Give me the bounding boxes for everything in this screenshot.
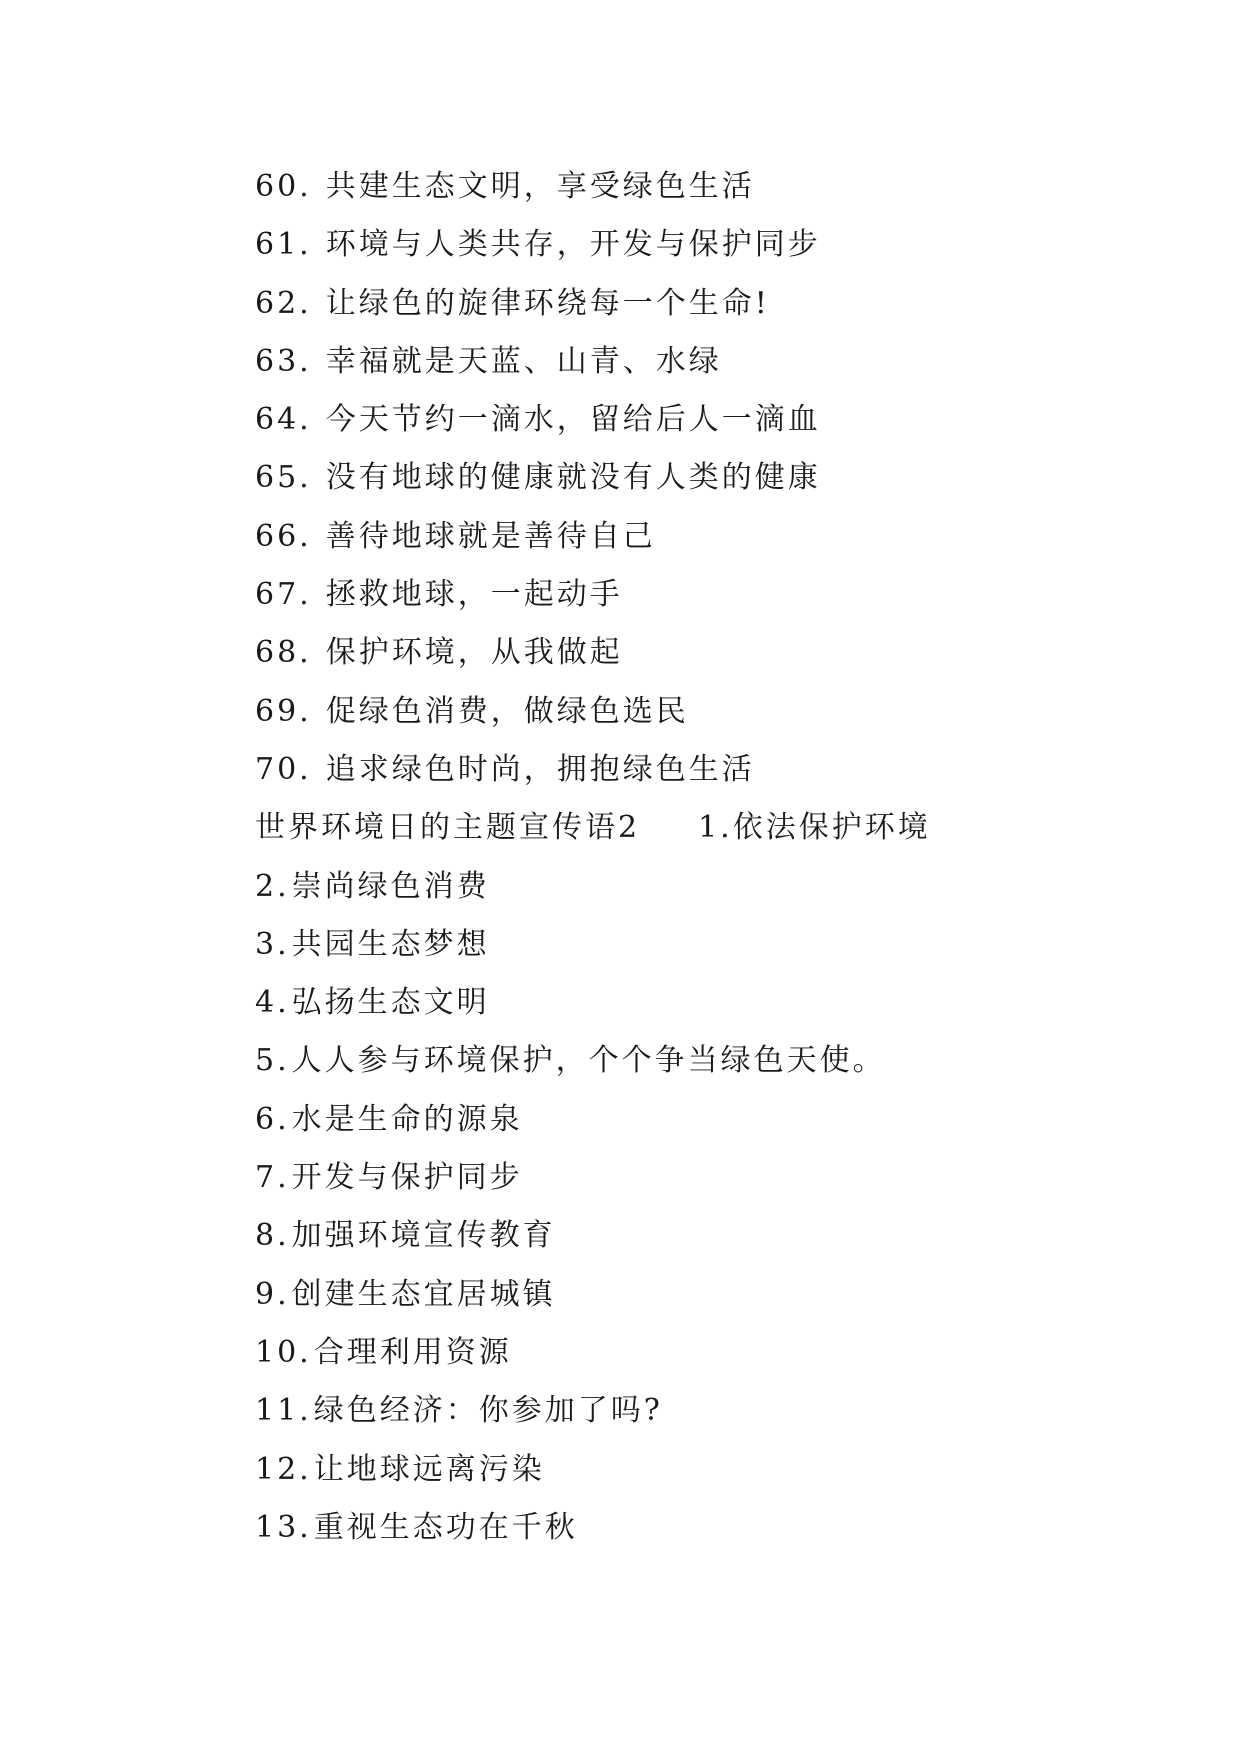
item-text: 水是生命的源泉 bbox=[291, 1101, 523, 1137]
list-item bbox=[255, 1091, 1155, 1149]
item-number: 6. bbox=[255, 1101, 290, 1137]
list-item bbox=[255, 1207, 1155, 1265]
item-number: 65. bbox=[255, 460, 312, 496]
item-number: 3. bbox=[255, 926, 290, 962]
list-item-first: 1.依法保护环境 bbox=[698, 810, 931, 846]
list-item bbox=[255, 158, 1155, 216]
item-number: 70. bbox=[255, 751, 312, 787]
list-item bbox=[255, 1324, 1155, 1382]
item-text: 重视生态功在千秋 bbox=[313, 1509, 578, 1545]
item-text: 保护环境，从我做起 bbox=[325, 635, 623, 671]
item-number: 66. bbox=[255, 518, 312, 554]
item-number: 5. bbox=[255, 1043, 290, 1079]
list-item bbox=[255, 333, 1155, 391]
item-number: 64. bbox=[255, 402, 312, 438]
list-item bbox=[255, 624, 1155, 682]
item-number: 68. bbox=[255, 635, 312, 671]
item-text: 共园生态梦想 bbox=[291, 926, 490, 962]
list-item bbox=[255, 391, 1155, 449]
list-item bbox=[255, 216, 1155, 274]
item-number: 2. bbox=[255, 868, 290, 904]
item-number: 9. bbox=[255, 1276, 290, 1312]
item-number: 12. bbox=[255, 1451, 312, 1487]
item-text: 没有地球的健康就没有人类的健康 bbox=[325, 460, 821, 496]
list-item bbox=[255, 1382, 1155, 1440]
item-number: 8. bbox=[255, 1218, 290, 1254]
item-text: 崇尚绿色消费 bbox=[291, 868, 490, 904]
list-item bbox=[255, 916, 1155, 974]
item-number: 67. bbox=[255, 577, 312, 613]
item-text: 幸福就是天蓝、山青、水绿 bbox=[325, 343, 722, 379]
item-number: 61. bbox=[255, 227, 312, 263]
item-number: 4. bbox=[255, 985, 290, 1021]
item-text: 促绿色消费，做绿色选民 bbox=[325, 693, 689, 729]
item-number: 11. bbox=[255, 1393, 312, 1429]
item-text: 共建生态文明，享受绿色生活 bbox=[325, 169, 755, 204]
list-item bbox=[255, 275, 1155, 333]
item-text: 开发与保护同步 bbox=[291, 1160, 523, 1196]
item-number: 13. bbox=[255, 1509, 312, 1545]
list-item bbox=[255, 683, 1155, 741]
list-item bbox=[255, 1149, 1155, 1207]
item-text: 加强环境宣传教育 bbox=[291, 1218, 556, 1254]
item-text: 今天节约一滴水，留给后人一滴血 bbox=[325, 402, 821, 438]
list-item bbox=[255, 1499, 1155, 1557]
list-item bbox=[255, 858, 1155, 916]
list-item bbox=[255, 1032, 1155, 1090]
list-item bbox=[255, 1441, 1155, 1499]
list-item bbox=[255, 1266, 1155, 1324]
item-text: 追求绿色时尚，拥抱绿色生活 bbox=[325, 751, 755, 787]
list-item bbox=[255, 974, 1155, 1032]
item-text: 拯救地球，一起动手 bbox=[325, 577, 623, 613]
list-item bbox=[255, 449, 1155, 507]
section-heading: 世界环境日的主题宣传语2 bbox=[255, 810, 641, 846]
item-text: 人人参与环境保护，个个争当绿色天使。 bbox=[291, 1043, 886, 1079]
item-text: 让绿色的旋律环绕每一个生命! bbox=[325, 285, 770, 321]
item-number: 63. bbox=[255, 343, 312, 379]
section-heading-line bbox=[255, 799, 1155, 857]
item-text: 环境与人类共存，开发与保护同步 bbox=[325, 227, 821, 263]
item-text: 创建生态宜居城镇 bbox=[291, 1276, 556, 1312]
item-text: 让地球远离污染 bbox=[313, 1451, 545, 1487]
slogan-list bbox=[255, 158, 1155, 1557]
item-text: 绿色经济：你参加了吗? bbox=[313, 1393, 663, 1429]
list-item bbox=[255, 508, 1155, 566]
list-item bbox=[255, 741, 1155, 799]
list-item bbox=[255, 566, 1155, 624]
item-number: 60. bbox=[255, 169, 312, 204]
item-text: 善待地球就是善待自己 bbox=[325, 518, 656, 554]
item-text: 合理利用资源 bbox=[313, 1334, 512, 1370]
item-number: 7. bbox=[255, 1160, 290, 1196]
item-number: 62. bbox=[255, 285, 312, 321]
item-text: 弘扬生态文明 bbox=[291, 985, 490, 1021]
item-number: 69. bbox=[255, 693, 312, 729]
item-number: 10. bbox=[255, 1334, 312, 1370]
